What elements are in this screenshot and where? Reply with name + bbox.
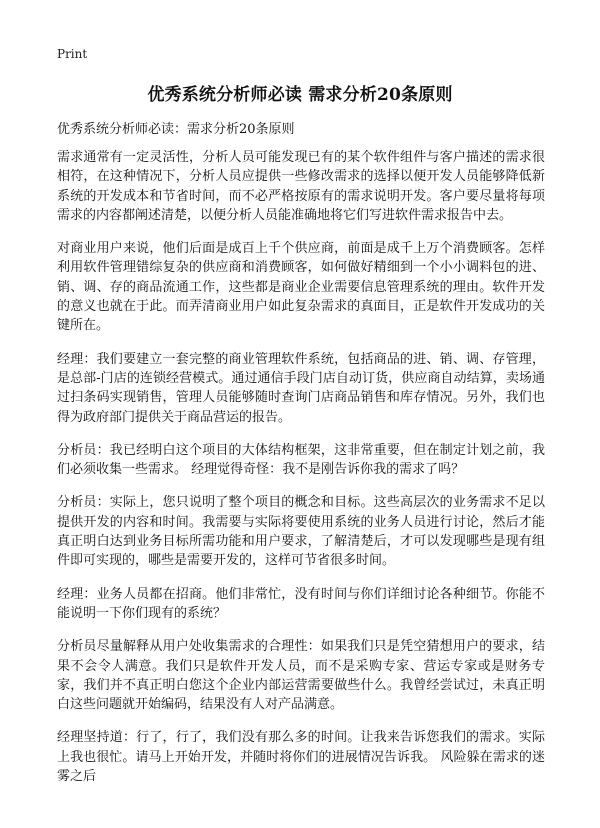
paragraph-1: 需求通常有一定灵活性，分析人员可能发现已有的某个软件组件与客户描述的需求很相符，在这种情况下，分析人员应提供一些修改需求的选择以便开发人员能够降低新系统的开发成本和节省时间，而不必严格按原有的需求说明开发。客户要尽量将每项需求的内容都阐述清楚，以便分析人员能准确地将它们写进软件需求报告中去。: [57, 150, 545, 223]
article-subtitle: 优秀系统分析师必读：需求分析20条原则: [57, 122, 295, 137]
page-title: 优秀系统分析师必读 需求分析20条原则: [147, 85, 453, 105]
article-body: [57, 148, 545, 800]
paragraph-4: 分析员：我已经明白这个项目的大体结构框架，这非常重要，但在制定计划之前，我们必须收集一些需求。 经理觉得奇怪：我不是刚告诉你我的需求了吗？: [57, 442, 545, 478]
paragraph-6: 经理：业务人员都在招商。他们非常忙，没有时间与你们详细讨论各种细节。你能不能说明一下你们现有的系统？: [57, 586, 545, 621]
paragraph-2: 对商业用户来说，他们后面是成百上千个供应商，前面是成千上万个消费顾客。怎样利用软件管理错综复杂的供应商和消费顾客，如何做好精细到一个小小调料包的进、销、调、存的商品流通工作，这些都是商业企业需要信息管理系统的理由。软件开发的意义也就在于此。而弄清商业用户如此复杂需求的真面目，正是软件开发成功的关键所在。: [57, 241, 545, 334]
paragraph-3: 经理：我们要建立一套完整的商业管理软件系统，包括商品的进、销、调、存管理，是总部-门店的连锁经营模式。通过通信手段门店自动订货，供应商自动结算，卖场通过扫条码实现销售，管理人员能够随时查询门店商品销售和库存情况。另外，我们也得为政府部门提供关于商品营运的报告。: [57, 351, 545, 425]
paragraph-8: 经理坚持道：行了，行了，我们没有那么多的时间。让我来告诉您我们的需求。实际上我也很忙。请马上开始开发，并随时将你们的进展情况告诉我。 风险躲在需求的迷雾之后: [57, 730, 545, 785]
print-link[interactable]: Print: [57, 47, 88, 61]
paragraph-7: 分析员尽量解释从用户处收集需求的合理性：如果我们只是凭空猜想用户的要求，结果不会令人满意。我们只是软件开发人员，而不是采购专家、营运专家或是财务专家，我们并不真正明白您这个企业内部运营需要做些什么。我曾经尝试过，未真正明白这些问题就开始编码，结果没有人对产品满意。: [57, 639, 545, 713]
paragraph-5: 分析员：实际上，您只说明了整个项目的概念和目标。这些高层次的业务需求不足以提供开发的内容和时间。我需要与实际将要使用系统的业务人员进行讨论，然后才能真正明白达到业务目标所需功能和用户要求，了解清楚后，才可以发现哪些是现有组件即可实现的，哪些是需要开发的，这样可节省很多时间。: [57, 495, 545, 569]
